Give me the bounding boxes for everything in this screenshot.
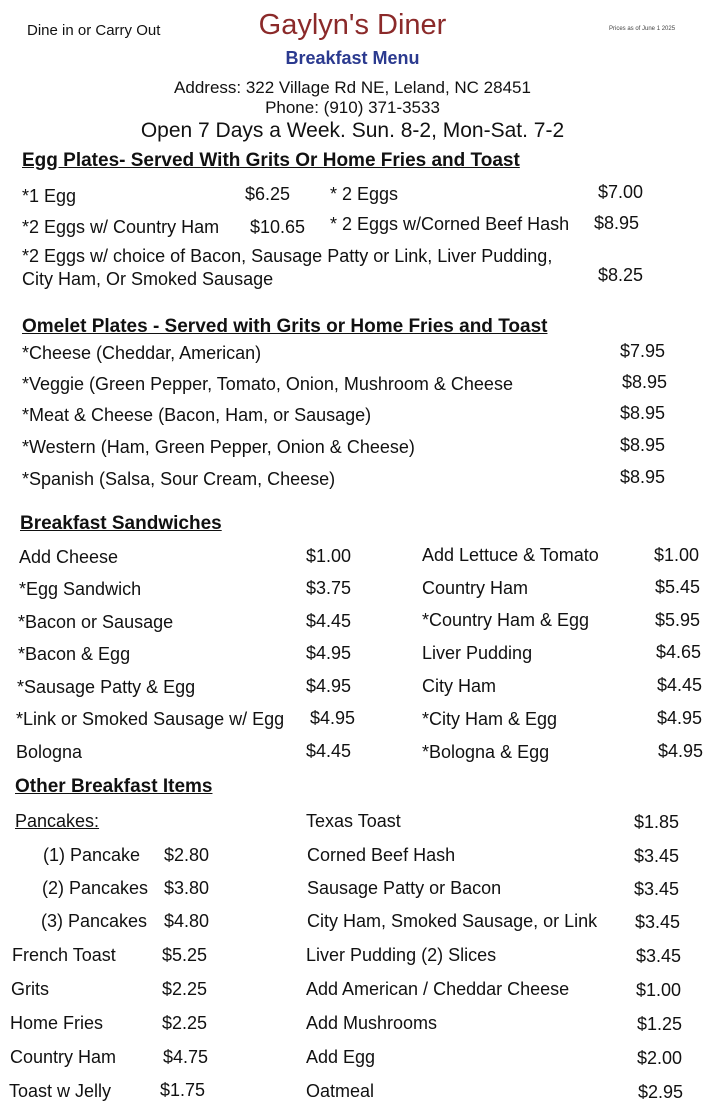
menu-item-price: $6.25 bbox=[245, 184, 291, 204]
menu-item-price: $2.00 bbox=[637, 1048, 683, 1068]
menu-item-name: *2 Eggs w/ Country Ham bbox=[22, 217, 220, 237]
menu-item-price: $3.75 bbox=[306, 578, 352, 598]
menu-item-price: $4.45 bbox=[657, 675, 703, 695]
menu-item-price: $1.25 bbox=[637, 1014, 683, 1034]
menu-item-price: $4.95 bbox=[310, 708, 356, 728]
menu-item-name: Add Egg bbox=[306, 1047, 376, 1067]
menu-item-name: * 2 Eggs bbox=[330, 184, 399, 204]
menu-item-price: $8.25 bbox=[598, 265, 644, 285]
menu-item-price: $4.95 bbox=[306, 643, 352, 663]
menu-item-price: $2.80 bbox=[164, 845, 210, 865]
menu-item-price: $1.00 bbox=[636, 980, 682, 1000]
menu-item-price: $2.25 bbox=[162, 1013, 208, 1033]
menu-item-name: *City Ham & Egg bbox=[422, 709, 558, 729]
menu-item-name-continued: City Ham, Or Smoked Sausage bbox=[22, 269, 274, 289]
menu-item-name: City Ham, Smoked Sausage, or Link bbox=[307, 911, 598, 931]
sandwiches-heading: Breakfast Sandwiches bbox=[20, 513, 222, 534]
menu-item-name: *Spanish (Salsa, Sour Cream, Cheese) bbox=[22, 469, 336, 489]
menu-item-name: *2 Eggs w/ choice of Bacon, Sausage Patty or Link, Liver Pudding, bbox=[22, 246, 553, 266]
menu-item-price: $4.95 bbox=[658, 741, 704, 761]
prices-note: Prices as of June 1 2025 bbox=[609, 26, 676, 32]
menu-item-price: $2.95 bbox=[638, 1082, 684, 1102]
menu-item-price: $8.95 bbox=[622, 372, 668, 392]
menu-item-name: Texas Toast bbox=[306, 811, 401, 831]
menu-item-name: Corned Beef Hash bbox=[307, 845, 456, 865]
menu-item-price: $3.45 bbox=[635, 912, 681, 932]
menu-item-price: $7.95 bbox=[620, 341, 666, 361]
menu-item-name: Home Fries bbox=[10, 1013, 104, 1033]
menu-item-price: $1.00 bbox=[306, 546, 352, 566]
menu-item-name: Grits bbox=[11, 979, 49, 999]
opening-hours: Open 7 Days a Week. Sun. 8-2, Mon-Sat. 7-2 bbox=[140, 119, 565, 142]
phone: Phone: (910) 371-3533 bbox=[265, 98, 440, 117]
menu-item-name: Add Cheese bbox=[19, 547, 119, 567]
menu-item-price: $8.95 bbox=[620, 435, 666, 455]
menu-item-name: *1 Egg bbox=[22, 186, 77, 206]
menu-item-name: Bologna bbox=[16, 742, 83, 762]
address: Address: 322 Village Rd NE, Leland, NC 28451 bbox=[174, 78, 531, 97]
omelet-plates-heading: Omelet Plates - Served with Grits or Home Fries and Toast bbox=[22, 316, 548, 337]
egg-plates-heading: Egg Plates- Served With Grits Or Home Fries and Toast bbox=[22, 150, 520, 171]
menu-item-name: *Cheese (Cheddar, American) bbox=[22, 343, 262, 363]
other-items-heading: Other Breakfast Items bbox=[15, 776, 213, 797]
menu-item-name: *Meat & Cheese (Bacon, Ham, or Sausage) bbox=[22, 405, 372, 425]
menu-item-price: $5.45 bbox=[655, 577, 701, 597]
menu-item-name: Add Lettuce & Tomato bbox=[422, 545, 599, 565]
dine-in-label: Dine in or Carry Out bbox=[27, 22, 161, 39]
menu-item-price: $4.45 bbox=[306, 741, 352, 761]
menu-item-name: Add Mushrooms bbox=[306, 1013, 438, 1033]
menu-item-price: $8.95 bbox=[620, 467, 666, 487]
menu-item-name: *Bacon or Sausage bbox=[18, 612, 174, 632]
menu-item-name: * 2 Eggs w/Corned Beef Hash bbox=[330, 214, 570, 234]
menu-item-price: $8.95 bbox=[594, 213, 640, 233]
menu-item-price: $7.00 bbox=[598, 182, 644, 202]
menu-item-price: $5.25 bbox=[162, 945, 208, 965]
menu-item-name: *Western (Ham, Green Pepper, Onion & Cheese) bbox=[22, 437, 415, 457]
menu-item-price: $3.80 bbox=[164, 878, 210, 898]
menu-item-price: $10.65 bbox=[250, 217, 306, 237]
menu-item-price: $4.65 bbox=[656, 642, 702, 662]
menu-item-name: Liver Pudding bbox=[422, 643, 533, 663]
menu-item-price: $3.45 bbox=[634, 879, 680, 899]
menu-item-name: Country Ham bbox=[10, 1047, 117, 1067]
menu-item-name: Sausage Patty or Bacon bbox=[307, 878, 502, 898]
menu-item-price: $4.95 bbox=[657, 708, 703, 728]
menu-item-price: $1.85 bbox=[634, 812, 680, 832]
menu-item-name: Country Ham bbox=[422, 578, 529, 598]
restaurant-title: Gaylyn's Diner bbox=[258, 9, 447, 41]
menu-item-price: $5.95 bbox=[655, 610, 701, 630]
menu-item-name: Oatmeal bbox=[306, 1081, 375, 1101]
menu-item-name: Toast w Jelly bbox=[9, 1081, 112, 1101]
menu-subtitle: Breakfast Menu bbox=[285, 48, 420, 68]
menu-item-name: Add American / Cheddar Cheese bbox=[306, 979, 570, 999]
menu-item-name: City Ham bbox=[422, 676, 497, 696]
menu-item-name: French Toast bbox=[12, 945, 116, 965]
menu-item-name: *Country Ham & Egg bbox=[422, 610, 590, 630]
menu-item-name: *Bologna & Egg bbox=[422, 742, 550, 762]
menu-item-price: $4.95 bbox=[306, 676, 352, 696]
menu-item-price: $2.25 bbox=[162, 979, 208, 999]
menu-item-name: *Egg Sandwich bbox=[19, 579, 142, 599]
menu-item-name: (3) Pancakes bbox=[41, 911, 148, 931]
menu-item-name: Liver Pudding (2) Slices bbox=[306, 945, 497, 965]
menu-item-name: (1) Pancake bbox=[43, 845, 141, 865]
menu-item-name: *Veggie (Green Pepper, Tomato, Onion, Mushroom & Cheese bbox=[22, 374, 513, 394]
menu-item-name: *Bacon & Egg bbox=[18, 644, 131, 664]
menu-item-price: $3.45 bbox=[634, 846, 680, 866]
menu-item-price: $4.75 bbox=[163, 1047, 209, 1067]
menu-item-price: $1.00 bbox=[654, 545, 700, 565]
pancakes-label: Pancakes: bbox=[15, 811, 100, 831]
menu-item-price: $4.80 bbox=[164, 911, 210, 931]
menu-item-price: $4.45 bbox=[306, 611, 352, 631]
menu-item-price: $1.75 bbox=[160, 1080, 206, 1100]
menu-item-price: $3.45 bbox=[636, 946, 682, 966]
menu-item-name: *Sausage Patty & Egg bbox=[17, 677, 196, 697]
menu-item-price: $8.95 bbox=[620, 403, 666, 423]
menu-item-name: (2) Pancakes bbox=[42, 878, 149, 898]
menu-item-name: *Link or Smoked Sausage w/ Egg bbox=[16, 709, 285, 729]
